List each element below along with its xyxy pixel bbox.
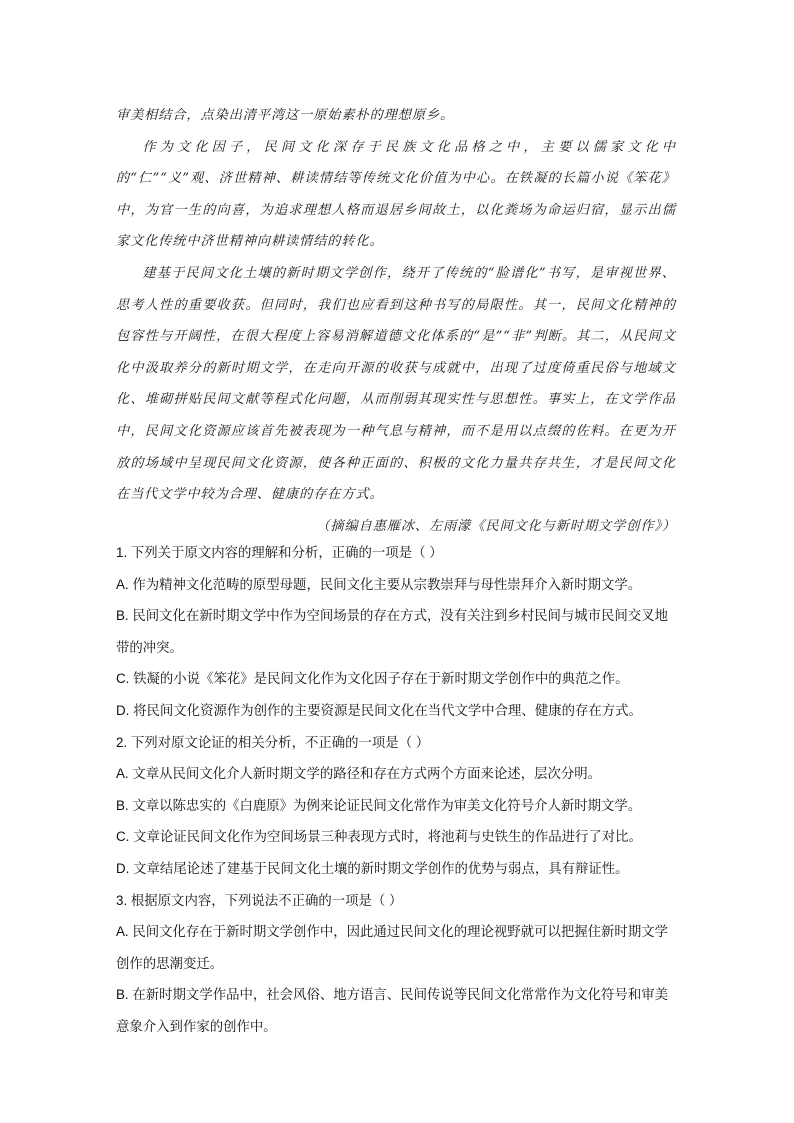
option-a: A. 民间文化存在于新时期文学创作中，因此通过民间文化的理论视野就可以把握住新时期文学创作的思潮变迁。 bbox=[116, 924, 668, 971]
question-stem: 1. 下列关于原文内容的理解和分析，正确的一项是（ ） bbox=[116, 545, 443, 560]
option-a: A. 文章从民间文化介人新时期文学的路径和存在方式两个方面来论述，层次分明。 bbox=[116, 766, 602, 782]
question-stem: 2. 下列对原文论证的相关分析，不正确的一项是（ ） bbox=[116, 734, 430, 750]
reading-passage bbox=[116, 100, 676, 542]
question-stem: 3. 根据原文内容，下列说法不正确的一项是（ ） bbox=[116, 892, 403, 908]
option-c: C. 文章论证民间文化作为空间场景三种表现方式时，将池莉与史铁生的作品进行了对比。 bbox=[116, 829, 642, 845]
option-d: D. 文章结尾论述了建基于民间文化土壤的新时期文学创作的优势与弱点，具有辩证性。 bbox=[116, 860, 629, 876]
option-d: D. 将民间文化资源作为创作的主要资源是民间文化在当代文学中合理、健康的存在方式。 bbox=[116, 702, 642, 718]
passage-paragraph: 建基于民间文化土壤的新时期文学创作，绕开了传统的“脸谱化”书写，是审视世界、思考人性的重要收获。但同时，我们也应看到这种书写的局限性。其一，民间文化精神的包容性与开阔性，在很大程度上容易消解道德文化体系的“是”“非”判断。其二，从民间文化中汲取养分的新时期文学，在走向开源的收获与成就中，出现了过度倚重民俗与地域文化、堆砌拼贴民间文献等程式化问题，从而削弱其现实性与思想性。事实上，在文学作品中，民间文化资源应该首先被表现为一种气息与精神，而不是用以点缀的佐料。在更为开放的场域中呈现民间文化资源，使各种正面的、积极的文化力量共存共生，才是民间文化在当代文学中较为合理、健康的存在方式。 bbox=[116, 265, 676, 503]
option-b: B. 在新时期文学作品中，社会风俗、地方语言、民间传说等民间文化常常作为文化符号和审美意象介入到作家的创作中。 bbox=[116, 987, 668, 1034]
option-b: B. 民间文化在新时期文学中作为空间场景的存在方式，没有关注到乡村民间与城市民间交叉地带的冲突。 bbox=[116, 608, 668, 655]
question-list bbox=[116, 537, 676, 1043]
passage-source: （摘编自惠雁冰、左雨濛《民间文化与新时期文学创作》） bbox=[316, 518, 676, 534]
passage-paragraph: 作为文化因子，民间文化深存于民族文化品格之中，主要以儒家文化中的“仁”“义”观、济世精神、耕读情结等传统文化价值为中心。在铁凝的长篇小说《笨花》中，为官一生的向喜，为追求理想人格而退居乡间故土，以化粪场为命运归宿，显示出儒家文化传统中济世精神向耕读情结的转化。 bbox=[116, 139, 676, 250]
option-c: C. 铁凝的小说《笨花》是民间文化作为文化因子存在于新时期文学创作中的典范之作。 bbox=[116, 671, 629, 687]
option-a: A. 作为精神文化范畴的原型母题，民间文化主要从宗教崇拜与母性崇拜介入新时期文学。 bbox=[116, 576, 642, 592]
option-b: B. 文章以陈忠实的《白鹿原》为例来论证民间文化常作为审美文化符号介人新时期文学。 bbox=[116, 797, 642, 813]
passage-fragment: 审美相结合，点染出清平湾这一原始素朴的理想原乡。 bbox=[116, 108, 455, 123]
